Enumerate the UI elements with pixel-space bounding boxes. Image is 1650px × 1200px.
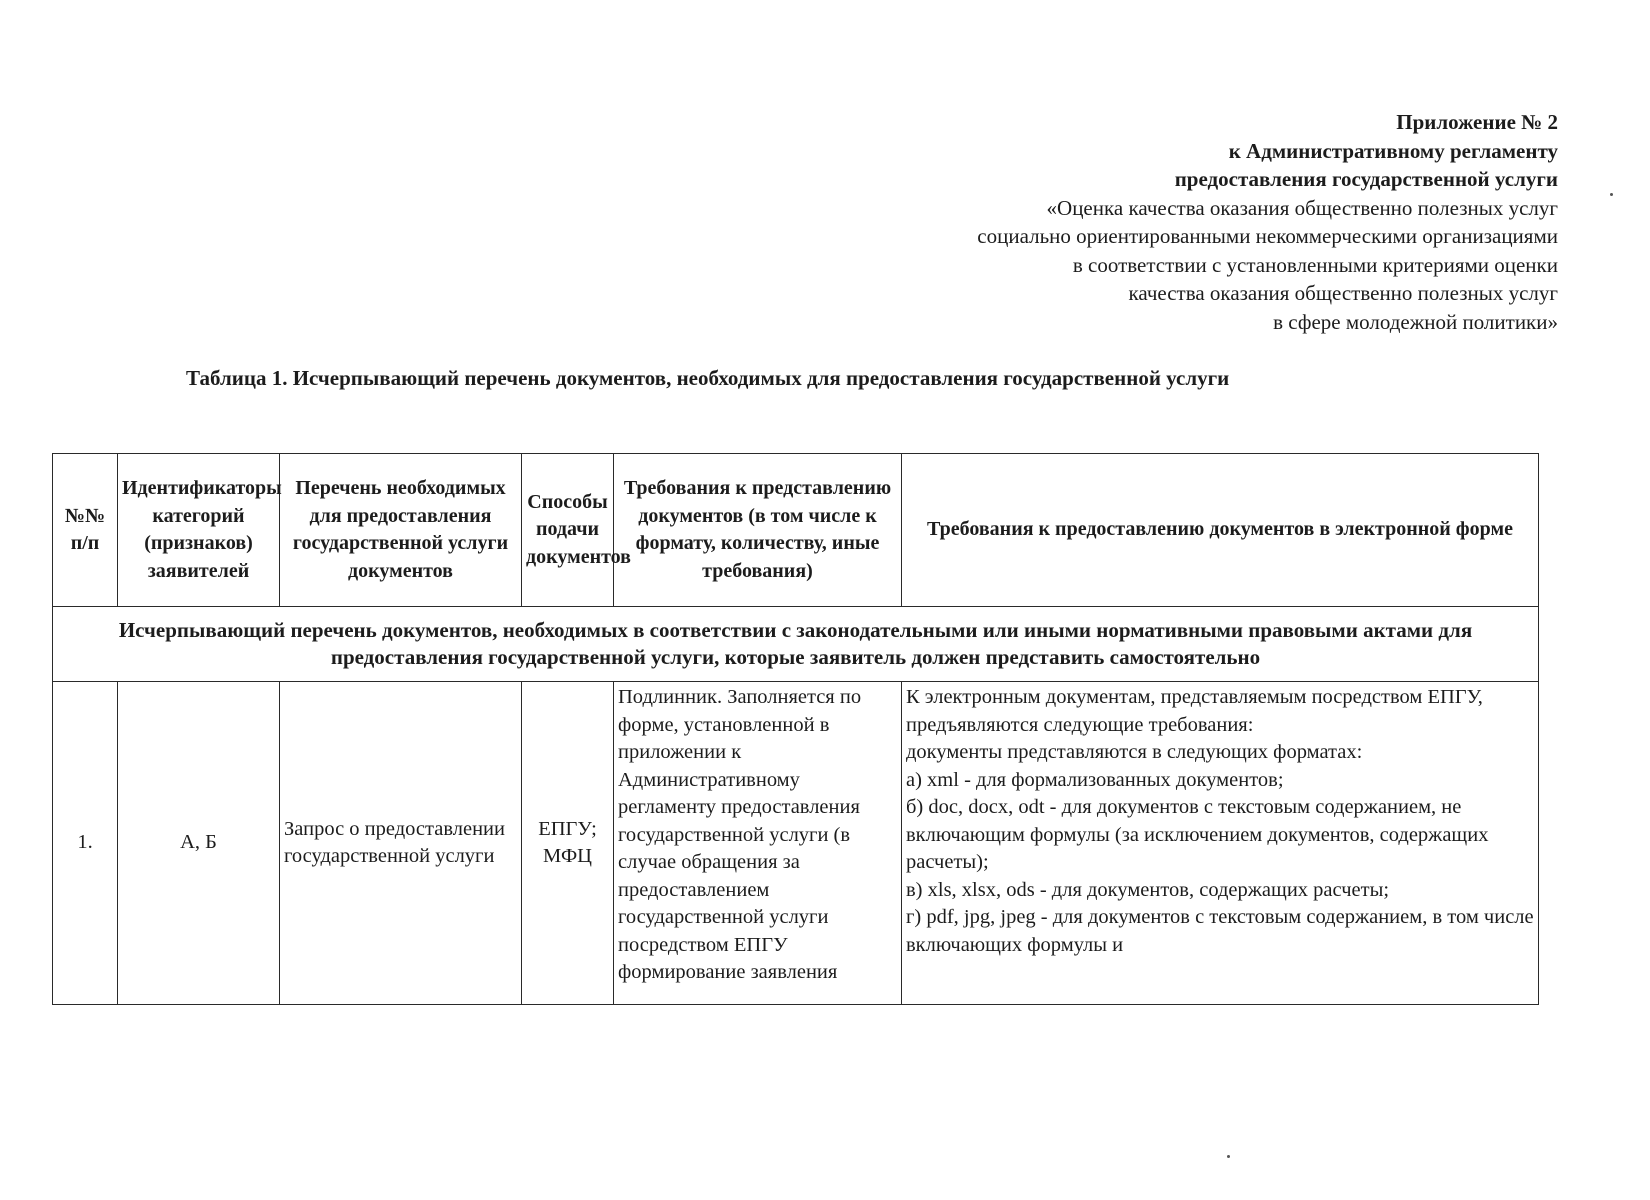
- electronic-line: документы представляются в следующих форматах:: [906, 741, 1363, 763]
- table-header-row: [53, 454, 1539, 607]
- electronic-line: а) xml - для формализованных документов;: [906, 768, 1284, 791]
- header-cell-requirements: Требования к представлению документов (в том числе к формату, количеству, иные требования): [614, 454, 902, 607]
- electronic-line: г) pdf, jpg, jpeg - для документов с текстовым содержанием, в том числе включающих формулы и: [906, 906, 1534, 956]
- header-cell-documents: Перечень необходимых для предоставления государственной услуги документов: [280, 454, 522, 607]
- header-cell-categories: Идентификаторы категорий (признаков) заявителей: [118, 454, 280, 607]
- header-line-regulation: к Административному регламенту: [1228, 138, 1558, 163]
- row-number: 1.: [53, 682, 118, 1005]
- row-requirements: Подлинник. Заполняется по форме, установленной в приложении к Административному регламенту предоставления государственной услуги (в случае обращения за предоставлением государственной услуги посредством ЕПГУ формирование заявления: [614, 682, 902, 1005]
- header-cell-electronic-requirements: Требования к предоставлению документов в электронной форме: [902, 454, 1539, 607]
- header-line-service-name-5: в сфере молодежной политики»: [1273, 309, 1558, 334]
- electronic-line: К электронным документам, представляемым посредством ЕПГУ, предъявляются следующие требования:: [906, 686, 1483, 736]
- documents-table: [52, 453, 1539, 1005]
- appendix-number: Приложение № 2: [1396, 110, 1558, 134]
- header-line-service-name-1: «Оценка качества оказания общественно полезных услуг: [1046, 195, 1558, 220]
- section-row-text: Исчерпывающий перечень документов, необходимых в соответствии с законодательными или иными нормативными правовыми актами для предоставления государственной услуги, которые заявитель должен представить самостоятельно: [53, 607, 1539, 682]
- appendix-header: [798, 108, 1558, 336]
- header-line-service-name-3: в соответствии с установленными критериями оценки: [1072, 252, 1558, 277]
- header-cell-methods: Способы подачи документов: [522, 454, 614, 607]
- electronic-line: б) doc, docx, odt - для документов с текстовым содержанием, не включающим формулы (за исключением документов, содержащих расчеты);: [906, 796, 1489, 873]
- header-line-service: предоставления государственной услуги: [1174, 167, 1558, 191]
- header-cell-number: №№ п/п: [53, 454, 118, 607]
- table-row: [53, 682, 1539, 1005]
- scan-speck: [1227, 1155, 1230, 1158]
- row-document: Запрос о предоставлении государственной услуги: [280, 682, 522, 1005]
- row-categories: А, Б: [118, 682, 280, 1005]
- table-title: Таблица 1. Исчерпывающий перечень документов, необходимых для предоставления государственной услуги: [186, 366, 1230, 390]
- header-line-service-name-2: социально ориентированными некоммерческими организациями: [977, 224, 1558, 248]
- row-method: ЕПГУ; МФЦ: [522, 682, 614, 1005]
- table-section-row: [53, 607, 1539, 682]
- row-electronic-requirements: [902, 682, 1539, 1005]
- scan-speck: [1610, 193, 1613, 196]
- header-line-service-name-4: качества оказания общественно полезных услуг: [1128, 281, 1558, 305]
- electronic-line: в) xls, xlsx, ods - для документов, содержащих расчеты;: [906, 878, 1390, 901]
